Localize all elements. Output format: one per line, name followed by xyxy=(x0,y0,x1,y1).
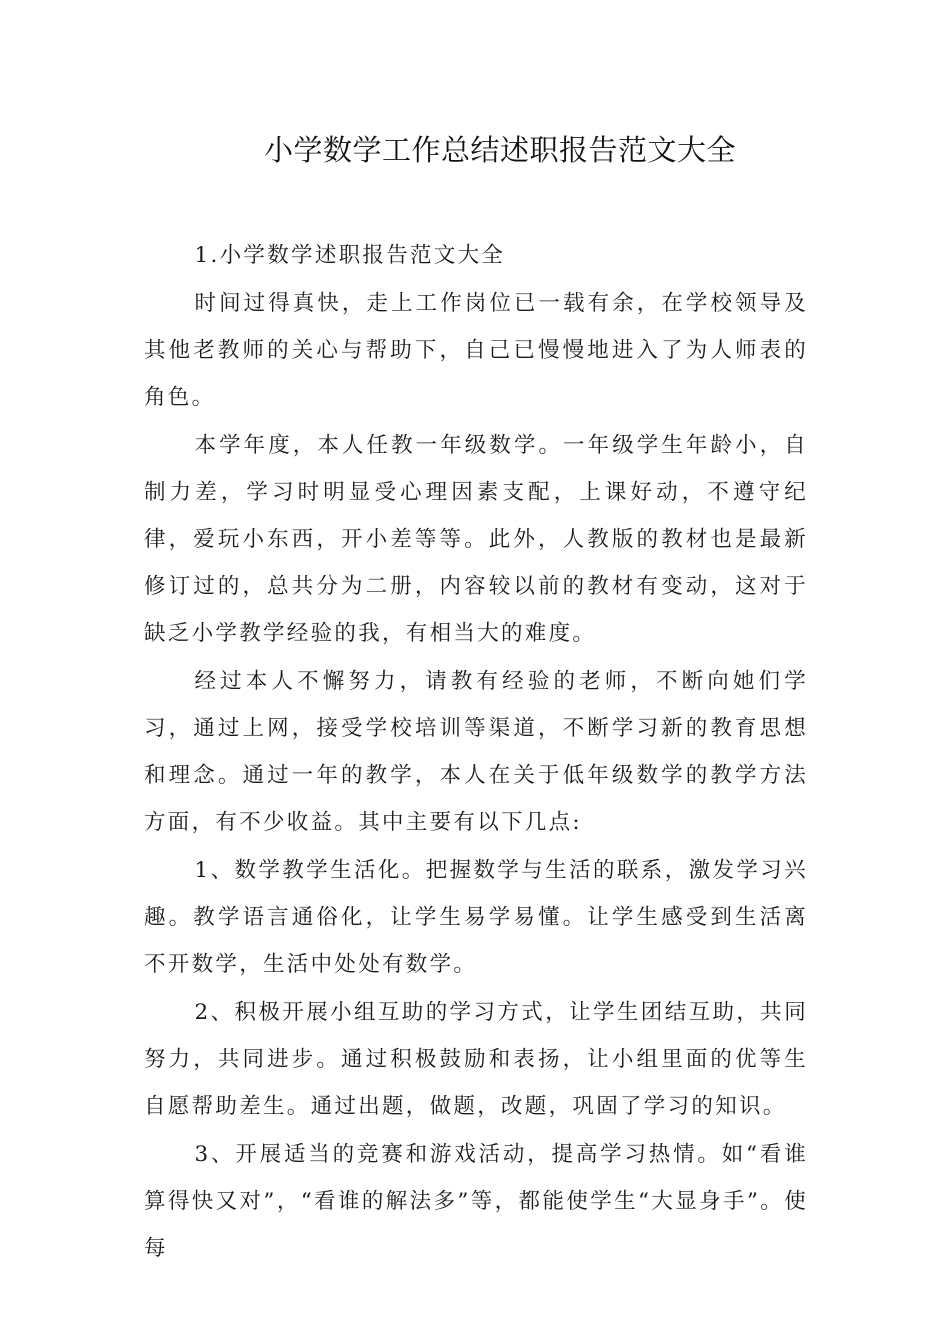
paragraph-background: 本学年度，本人任教一年级数学。一年级学生年龄小，自制力差，学习时明显受心理因素支配，上课好动，不遵守纪律，爱玩小东西，开小差等等。此外，人教版的教材也是最新修订过的，总共分为二册，内容较以前的教材有变动，这对于缺乏小学教学经验的我，有相当大的难度。 xyxy=(144,433,808,646)
paragraph-point-1: 1、数学教学生活化。把握数学与生活的联系，激发学习兴趣。教学语言通俗化，让学生易学易懂。让学生感受到生活离不开数学，生活中处处有数学。 xyxy=(144,858,808,977)
paragraph-point-2: 2、积极开展小组互助的学习方式，让学生团结互助，共同努力，共同进步。通过积极鼓励和表扬，让小组里面的优等生自愿帮助差生。通过出题，做题，改题，巩固了学习的知识。 xyxy=(144,1000,808,1119)
document-body xyxy=(144,232,808,1273)
section-heading: 1.小学数学述职报告范文大全 xyxy=(194,243,506,268)
paragraph-point-3: 3、开展适当的竞赛和游戏活动，提高学习热情。如“看谁算得快又对”，“看谁的解法多”等，都能使学生“大显身手”。使每 xyxy=(144,1142,808,1261)
paragraph-efforts: 经过本人不懈努力，请教有经验的老师，不断向她们学习，通过上网，接受学校培训等渠道，不断学习新的教育思想和理念。通过一年的教学，本人在关于低年级数学的教学方法方面，有不少收益。其中主要有以下几点: xyxy=(144,669,808,835)
paragraph-intro: 时间过得真快，走上工作岗位已一载有余，在学校领导及其他老教师的关心与帮助下，自己已慢慢地进入了为人师表的角色。 xyxy=(144,291,808,410)
document-title: 小学数学工作总结述职报告范文大全 xyxy=(263,133,736,167)
